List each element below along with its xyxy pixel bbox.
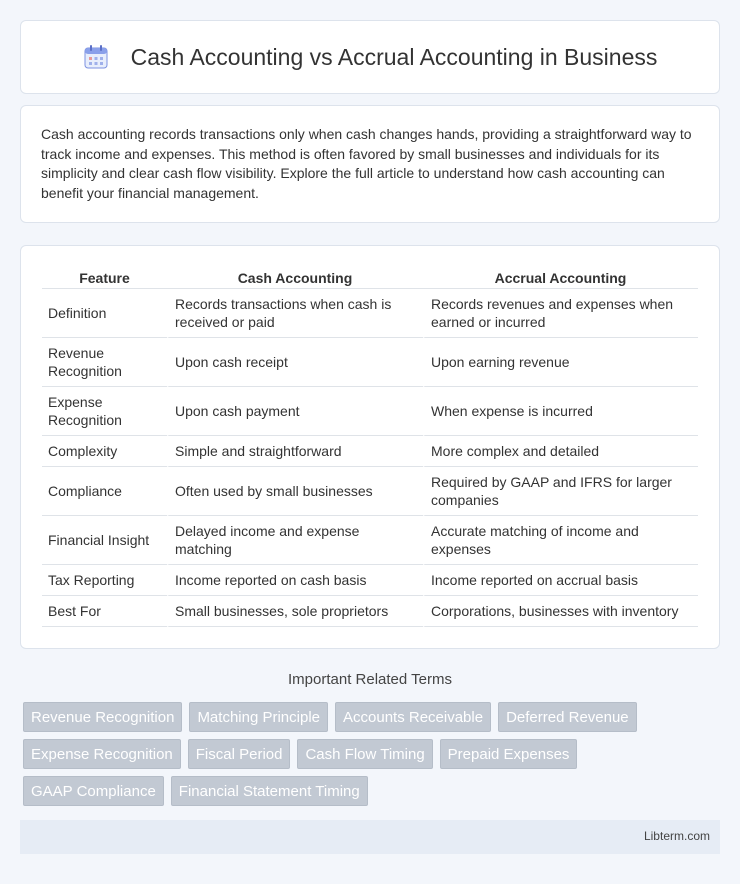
table-cell: Income reported on accrual basis — [423, 565, 698, 596]
tag-gaap-compliance[interactable]: GAAP Compliance — [23, 776, 164, 806]
intro-card — [20, 105, 720, 223]
table-cell: Definition — [42, 289, 167, 338]
related-terms-tags — [23, 702, 723, 813]
table-cell: Tax Reporting — [42, 565, 167, 596]
table-cell: Records transactions when cash is received or paid — [167, 289, 423, 338]
tag-matching-principle[interactable]: Matching Principle — [189, 702, 328, 732]
footer-brand[interactable]: Libterm.com — [643, 829, 710, 843]
table-cell: Financial Insight — [42, 516, 167, 565]
tag-financial-statement-timing[interactable]: Financial Statement Timing — [171, 776, 368, 806]
column-header-accrual: Accrual Accounting — [423, 268, 698, 289]
table-row — [42, 387, 698, 436]
table-cell: More complex and detailed — [423, 436, 698, 467]
related-terms-title: Important Related Terms — [288, 671, 452, 688]
table-row — [42, 565, 698, 596]
comparison-table-card — [20, 245, 720, 649]
table-cell: Upon earning revenue — [423, 338, 698, 387]
table-row — [42, 467, 698, 516]
comparison-table — [42, 268, 698, 627]
column-header-feature: Feature — [42, 268, 167, 289]
table-cell: Simple and straightforward — [167, 436, 423, 467]
tag-expense-recognition[interactable]: Expense Recognition — [23, 739, 181, 769]
table-cell: Income reported on cash basis — [167, 565, 423, 596]
table-row — [42, 436, 698, 467]
table-header-row — [42, 268, 698, 289]
table-cell: Accurate matching of income and expenses — [423, 516, 698, 565]
table-cell: Expense Recognition — [42, 387, 167, 436]
table-cell: Upon cash payment — [167, 387, 423, 436]
table-row — [42, 338, 698, 387]
tag-accounts-receivable[interactable]: Accounts Receivable — [335, 702, 491, 732]
table-cell: Delayed income and expense matching — [167, 516, 423, 565]
table-cell: Required by GAAP and IFRS for larger companies — [423, 467, 698, 516]
tag-prepaid-expenses[interactable]: Prepaid Expenses — [440, 739, 578, 769]
column-header-cash: Cash Accounting — [167, 268, 423, 289]
intro-text: Cash accounting records transactions only when cash changes hands, providing a straightforward way to track income and expenses. This method is often favored by small businesses and individuals for its simplicity and clear cash flow visibility. Explore the full article to understand how cash accounting can benefit your financial management. — [41, 126, 692, 201]
tag-cash-flow-timing[interactable]: Cash Flow Timing — [297, 739, 432, 769]
page-title: Cash Accounting vs Accrual Accounting in Business — [130, 43, 658, 70]
table-cell: Revenue Recognition — [42, 338, 167, 387]
table-cell: Records revenues and expenses when earned or incurred — [423, 289, 698, 338]
table-cell: When expense is incurred — [423, 387, 698, 436]
table-row — [42, 516, 698, 565]
table-cell: Upon cash receipt — [167, 338, 423, 387]
tag-revenue-recognition[interactable]: Revenue Recognition — [23, 702, 182, 732]
calendar-icon — [83, 44, 109, 70]
tag-deferred-revenue[interactable]: Deferred Revenue — [498, 702, 637, 732]
table-row — [42, 596, 698, 627]
table-row — [42, 289, 698, 338]
tag-fiscal-period[interactable]: Fiscal Period — [188, 739, 291, 769]
footer — [20, 820, 720, 854]
table-cell: Best For — [42, 596, 167, 627]
table-cell: Small businesses, sole proprietors — [167, 596, 423, 627]
table-cell: Complexity — [42, 436, 167, 467]
header-card — [20, 20, 720, 94]
table-cell: Often used by small businesses — [167, 467, 423, 516]
table-cell: Corporations, businesses with inventory — [423, 596, 698, 627]
table-cell: Compliance — [42, 467, 167, 516]
